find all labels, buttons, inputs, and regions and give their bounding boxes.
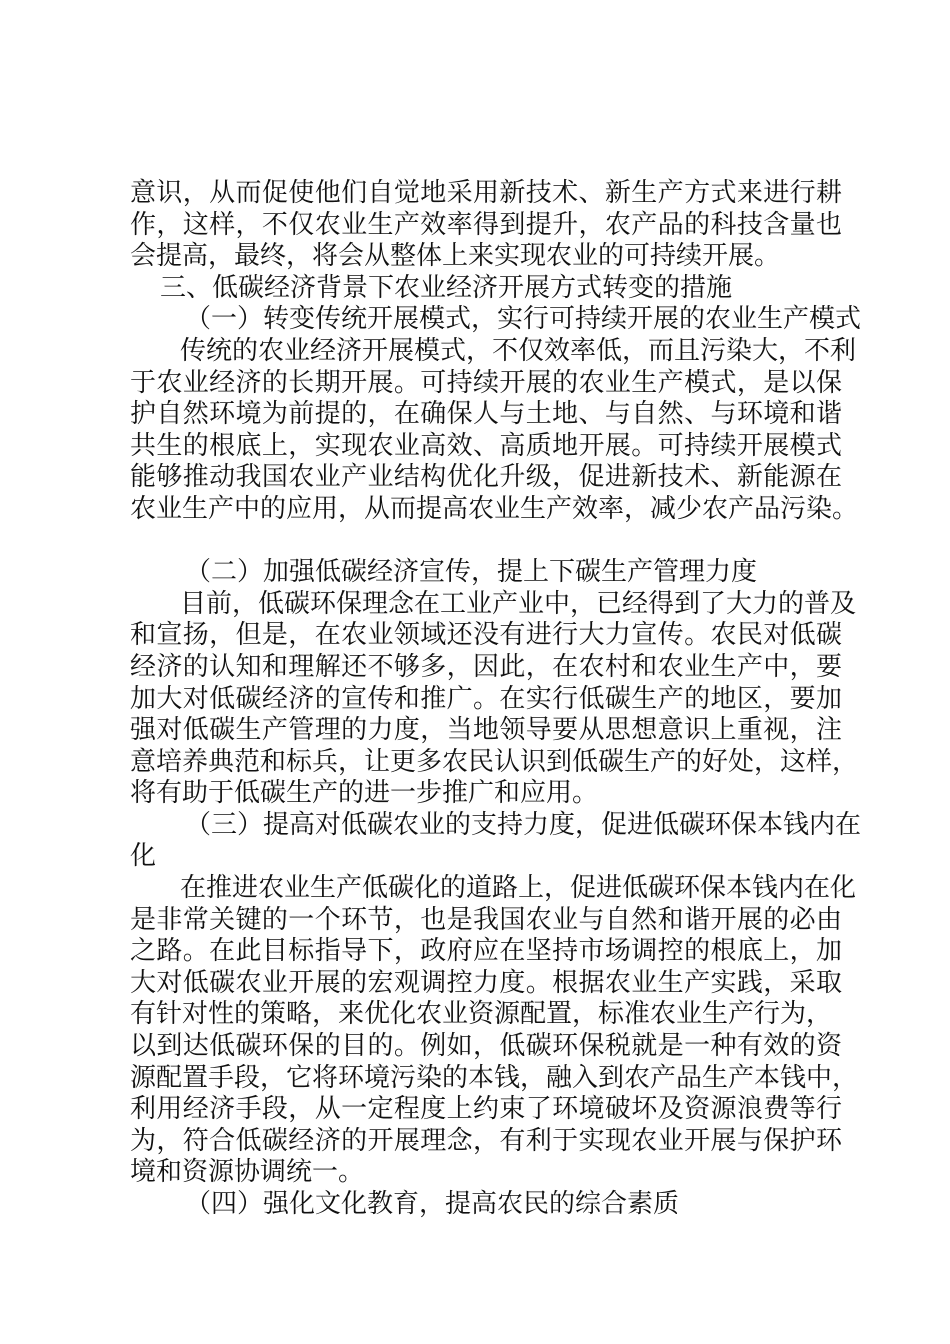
paragraph-line: 为，符合低碳经济的开展理念，有利于实现农业开展与保护环 <box>130 1125 842 1156</box>
paragraph-line: 于农业经济的长期开展。可持续开展的农业生产模式，是以保 <box>130 367 842 398</box>
section-heading: 三、低碳经济背景下农业经济开展方式转变的措施 <box>160 272 733 303</box>
paragraph-line: 目前，低碳环保理念在工业产业中，已经得到了大力的普及 <box>180 588 857 619</box>
paragraph-line: 大对低碳农业开展的宏观调控力度。根据农业生产实践，采取 <box>130 967 842 998</box>
paragraph-line: 意培养典范和标兵，让更多农民认识到低碳生产的好处，这样， <box>130 746 859 777</box>
paragraph-line: 强对低碳生产管理的力度，当地领导要从思想意识上重视，注 <box>130 715 842 746</box>
paragraph-line: 传统的农业经济开展模式，不仅效率低，而且污染大，不利 <box>180 335 857 366</box>
subsection-heading-3-cont: 化 <box>130 841 157 872</box>
subsection-heading-4: （四）强化文化教育，提高农民的综合素质 <box>185 1189 680 1219</box>
paragraph-line: 共生的根底上，实现农业高效、高质地开展。可持续开展模式 <box>130 430 842 461</box>
blank-line <box>130 526 842 558</box>
paragraph-line: 将有助于低碳生产的进一步推广和应用。 <box>130 778 599 809</box>
body-line: 作，这样，不仅农业生产效率得到提升，农产品的科技含量也 <box>130 209 842 240</box>
paragraph-line: 经济的认知和理解还不够多，因此，在农村和农业生产中，要 <box>130 651 842 682</box>
paragraph-line: 护自然环境为前提的，在确保人与土地、与自然、与环境和谐 <box>130 399 842 430</box>
subsection-heading-2: （二）加强低碳经济宣传，提上下碳生产管理力度 <box>185 557 758 588</box>
paragraph-line: 农业生产中的应用，从而提高农业生产效率，减少农产品污染。 <box>130 493 859 524</box>
paragraph-line: 以到达低碳环保的目的。例如，低碳环保税就是一种有效的资 <box>130 1031 842 1062</box>
paragraph-line: 是非常关键的一个环节，也是我国农业与自然和谐开展的必由 <box>130 904 842 935</box>
paragraph-line: 在推进农业生产低碳化的道路上，促进低碳环保本钱内在化 <box>180 873 857 904</box>
paragraph-line: 有针对性的策略，来优化农业资源配置，标准农业生产行为， <box>130 999 833 1030</box>
paragraph-line: 之路。在此目标指导下，政府应在坚持市场调控的根底上，加 <box>130 936 842 967</box>
document-page <box>130 178 862 1221</box>
body-line: 会提高，最终，将会从整体上来实现农业的可持续开展。 <box>130 241 781 272</box>
body-line: 意识，从而促使他们自觉地采用新技术、新生产方式来进行耕 <box>130 178 842 208</box>
paragraph-line: 源配置手段，它将环境污染的本钱，融入到农产品生产本钱中， <box>130 1062 859 1093</box>
paragraph-line: 和宣扬，但是，在农业领域还没有进行大力宣传。农民对低碳 <box>130 620 842 651</box>
paragraph-line: 利用经济手段，从一定程度上约束了环境破坏及资源浪费等行 <box>130 1094 842 1125</box>
subsection-heading-1: （一）转变传统开展模式，实行可持续开展的农业生产模式 <box>185 304 862 335</box>
paragraph-line: 加大对低碳经济的宣传和推广。在实行低碳生产的地区，要加 <box>130 683 842 714</box>
subsection-heading-3: （三）提高对低碳农业的支持力度，促进低碳环保本钱内在 <box>185 809 862 840</box>
paragraph-line: 境和资源协调统一。 <box>130 1157 365 1188</box>
paragraph-line: 能够推动我国农业产业结构优化升级，促进新技术、新能源在 <box>130 462 842 493</box>
